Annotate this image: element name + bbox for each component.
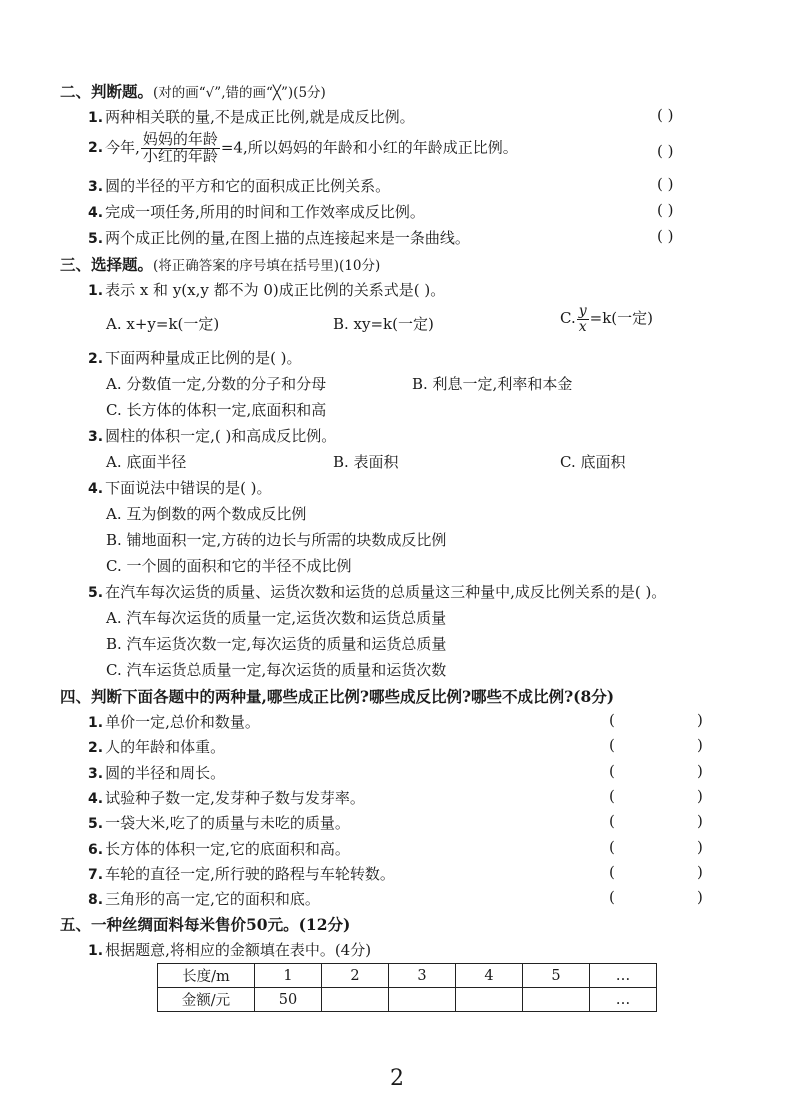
section-2-title: 二、判断题。(对的画“√”,错的画“╳”)(5分) [60,82,326,101]
s4-item-4: 4. 试验种子数一定,发芽种子数与发芽率。 [88,788,365,807]
page-number: 2 [390,1066,404,1091]
answer-paren-left[interactable]: ( [609,786,615,805]
s2-item-2: 2. 今年, $\frac{\text{妈妈的年龄}}{\text{小红的年龄}}$ =4,所以妈妈的年龄和小红的年龄成正比例。 [88,130,518,165]
s3-q2-option-a[interactable]: A. 分数值一定,分数的分子和分母 [106,375,327,393]
s2-item-3: 3. 圆的半径的平方和它的面积成正比例关系。 [88,177,391,195]
answer-cell[interactable] [322,988,389,1012]
s4-item-5: 5. 一袋大米,吃了的质量与未吃的质量。 [88,814,350,833]
s3-question-3: 3. 圆柱的体积一定,( )和高成反比例。 [88,427,337,445]
table-cell: 50 [255,988,322,1012]
s2-item-4: 4. 完成一项任务,所用的时间和工作效率成反比例。 [88,203,425,221]
table-cell: … [590,988,657,1012]
answer-paren-right: ) [697,761,703,780]
answer-cell[interactable] [389,988,456,1012]
answer-paren[interactable]: ( ) [657,106,674,124]
table-cell: 1 [255,964,322,988]
answer-paren[interactable]: ( ) [657,201,674,219]
answer-paren-right: ) [697,812,703,831]
s4-item-3: 3. 圆的半径和周长。 [88,763,226,782]
answer-cell[interactable] [523,988,590,1012]
table-cell: 3 [389,964,456,988]
section-5-title: 五、一种丝绸面料每米售价50元。(12分) [60,915,351,934]
answer-paren-left[interactable]: ( [609,736,615,755]
s3-q5-option-b[interactable]: B. 汽车运货次数一定,每次运货的质量和运货总质量 [106,635,447,653]
s2-item-1: 1. 两种相关联的量,不是成正比例,就是成反比例。 [88,108,415,126]
s4-item-8: 8. 三角形的高一定,它的面积和底。 [88,890,320,909]
s4-item-2: 2. 人的年龄和体重。 [88,738,226,757]
s2-item-5: 5. 两个成正比例的量,在图上描的点连接起来是一条曲线。 [88,229,470,247]
section-4-title: 四、判断下面各题中的两种量,哪些成正比例?哪些成反比例?哪些不成比例?(8分) [60,687,615,706]
answer-paren-right: ) [697,736,703,755]
header-cell: 长度/m [158,964,255,988]
s3-question-2: 2. 下面两种量成正比例的是( )。 [88,349,302,367]
answer-paren-right: ) [697,862,703,881]
answer-paren-right: ) [697,837,703,856]
s4-item-7: 7. 车轮的直径一定,所行驶的路程与车轮转数。 [88,864,395,883]
table-cell: 4 [456,964,523,988]
answer-cell[interactable] [456,988,523,1012]
answer-paren-left[interactable]: ( [609,812,615,831]
section-3-title: 三、选择题。(将正确答案的序号填在括号里)(10分) [60,255,381,274]
s3-q4-option-a[interactable]: A. 互为倒数的两个数成反比例 [106,505,307,523]
s5-question-1: 1. 根据题意,将相应的金额填在表中。(4分) [88,941,372,959]
answer-paren-right: ) [697,711,703,729]
s3-q3-option-b[interactable]: B. 表面积 [333,453,399,471]
s3-question-4: 4. 下面说法中错误的是( )。 [88,479,272,497]
table-row [158,988,657,1012]
answer-paren[interactable]: ( ) [657,227,674,245]
answer-paren-left[interactable]: ( [609,761,615,780]
s3-q3-option-a[interactable]: A. 底面半径 [106,453,187,471]
s3-q1-option-c[interactable]: C. $\frac{y}{x}$ =k(一定) [560,303,654,335]
table-cell: 2 [322,964,389,988]
answer-paren-right: ) [697,786,703,805]
s3-q2-option-c[interactable]: C. 长方体的体积一定,底面积和高 [106,401,327,419]
s3-question-1: 1. 表示 x 和 y(x,y 都不为 0)成正比例的关系式是( )。 [88,281,446,299]
table-cell: 5 [523,964,590,988]
s3-q5-option-c[interactable]: C. 汽车运货总质量一定,每次运货的质量和运货次数 [106,661,447,679]
answer-paren[interactable]: ( ) [657,175,674,193]
s4-item-1: 1. 单价一定,总价和数量。 [88,713,260,731]
age-fraction: $\frac{\text{妈妈的年龄}}{\text{小红的年龄}}$ [142,130,218,165]
answer-paren-left[interactable]: ( [609,888,615,907]
answer-paren-left[interactable]: ( [609,862,615,881]
s3-q1-option-a[interactable]: A. x+y=k(一定) [106,315,220,333]
answer-paren-left[interactable]: ( [609,711,615,729]
s3-q1-option-b[interactable]: B. xy=k(一定) [333,315,434,333]
answer-paren[interactable]: ( ) [657,142,674,160]
table-row [158,964,657,988]
s3-q5-option-a[interactable]: A. 汽车每次运货的质量一定,运货次数和运货总质量 [106,609,447,627]
answer-paren-right: ) [697,888,703,907]
s4-item-6: 6. 长方体的体积一定,它的底面积和高。 [88,839,350,858]
price-table [157,963,657,1012]
s3-q4-option-b[interactable]: B. 铺地面积一定,方砖的边长与所需的块数成反比例 [106,531,447,549]
s3-q3-option-c[interactable]: C. 底面积 [560,453,626,471]
s3-question-5: 5. 在汽车每次运货的质量、运货次数和运货的总质量这三种量中,成反比例关系的是( )。 [88,583,667,601]
s3-q4-option-c[interactable]: C. 一个圆的面积和它的半径不成比例 [106,557,352,575]
s3-q2-option-b[interactable]: B. 利息一定,利率和本金 [412,375,573,393]
answer-paren-left[interactable]: ( [609,837,615,856]
table-cell: … [590,964,657,988]
header-cell: 金额/元 [158,988,255,1012]
